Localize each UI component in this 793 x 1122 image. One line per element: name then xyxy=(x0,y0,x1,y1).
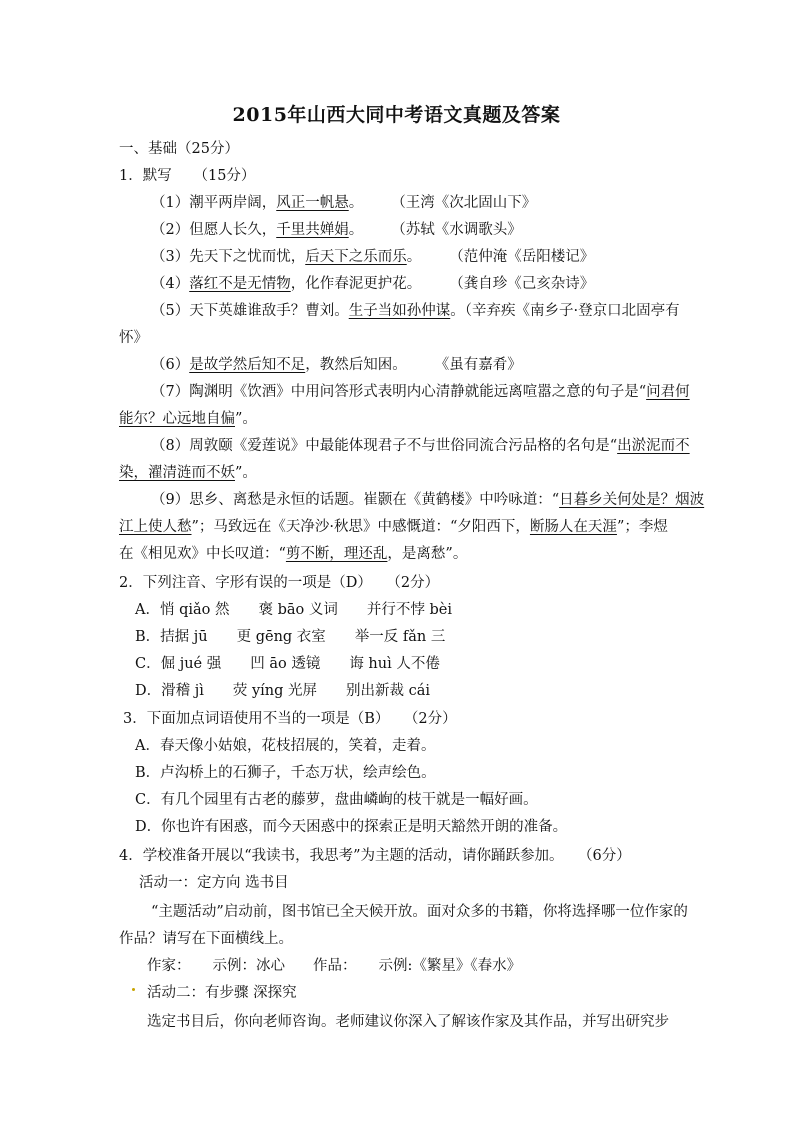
q1-item-1: （1）潮平两岸阔，风正一帆悬。 （王湾《次北固山下》 xyxy=(151,195,537,211)
q4-answer-line: 作家： 示例：冰心 作品： 示例:《繁星》《春水》 xyxy=(147,958,522,974)
q4-paragraph-1: “主题活动”启动前，图书馆已全天候开放。面对众多的书籍，你将选择哪一位作家的 xyxy=(151,904,688,920)
q1-item-7-cont: 能尔？心远地自偏”。 xyxy=(119,411,257,427)
q1-item-8-cont: 染，濯清涟而不妖”。 xyxy=(119,465,257,481)
answer: 日暮乡关何处是？烟波 xyxy=(559,492,705,508)
marker-dot xyxy=(132,988,135,991)
q4-paragraph-1-cont: 作品？请写在下面横线上。 xyxy=(119,931,293,947)
q4-activity-1: 活动一：定方向 选书目 xyxy=(139,875,289,891)
q1-item-6: （6）是故学然后知不足，教然后知困。 《虽有嘉肴》 xyxy=(151,357,522,373)
q2-heading: 2．下列注音、字形有误的一项是（D） （2分） xyxy=(119,575,440,591)
q1-item-9-cont: 江上使人愁”；马致远在《天净沙·秋思》中感慨道：“夕阳西下，断肠人在天涯”；李煜 xyxy=(119,519,668,535)
q1-item-9: （9）思乡、离愁是永恒的话题。崔颢在《黄鹤楼》中吟咏道：“日暮乡关何处是？烟波 xyxy=(151,492,705,508)
q2-option-d: D．滑稽 jì 荧 yíng 光屏 别出新裁 cái xyxy=(135,683,431,699)
answer: 是故学然后知不足 xyxy=(189,357,306,373)
q4-paragraph-2: 选定书目后，你向老师咨询。老师建议你深入了解该作家及其作品，并写出研究步 xyxy=(147,1014,669,1030)
answer: 能尔？心远地自偏 xyxy=(119,411,235,427)
q1-item-4: （4）落红不是无情物，化作春泥更护花。 （龚自珍《己亥杂诗》 xyxy=(151,276,595,292)
q1-item-9-cont2: 在《相见欢》中长叹道：“剪不断，理还乱，是离愁”。 xyxy=(119,546,468,562)
q1-heading: 1．默写 （15分） xyxy=(119,168,256,184)
q4-heading: 4．学校准备开展以“我读书，我思考”为主题的活动，请你踊跃参加。 （6分） xyxy=(119,848,631,864)
q1-item-5-cont: 怀》 xyxy=(119,330,148,346)
page-title: 2015年山西大同中考语文真题及答案 xyxy=(232,104,561,126)
q1-item-3: （3）先天下之忧而忧，后天下之乐而乐。 （范仲淹《岳阳楼记》 xyxy=(151,249,595,265)
answer: 出淤泥而不 xyxy=(617,438,690,454)
answer: 染，濯清涟而不妖 xyxy=(119,465,235,481)
q2-option-c: C．倔 jué 强 凹 āo 透镜 诲 huì 人不倦 xyxy=(135,656,440,672)
answer: 问君何 xyxy=(646,384,690,400)
q1-item-2: （2）但愿人长久，千里共婵娟。 （苏轼《水调歌头》 xyxy=(151,222,522,238)
q2-option-a: A．悄 qiǎo 然 褒 bāo 义词 并行不悖 bèi xyxy=(135,602,452,618)
answer: 落红不是无情物 xyxy=(189,276,291,292)
q3-option-a: A．春天像小姑娘，花枝招展的，笑着，走着。 xyxy=(135,738,436,754)
answer: 断肠人在天涯 xyxy=(529,519,617,535)
q1-item-5: （5）天下英雄谁敌手？曹刘。生子当如孙仲谋。（辛弃疾《南乡子·登京口北固亭有 xyxy=(151,303,680,319)
answer: 生子当如孙仲谋 xyxy=(348,303,451,319)
answer: 剪不断，理还乱 xyxy=(285,546,388,562)
q3-heading: 3．下面加点词语使用不当的一项是（B） （2分） xyxy=(123,711,457,727)
q1-item-7: （7）陶渊明《饮酒》中用问答形式表明内心清静就能远离喧嚣之意的句子是“问君何 xyxy=(151,384,690,400)
q4-activity-2: 活动二：有步骤 深探究 xyxy=(147,985,297,1001)
q3-option-c: C．有几个园里有古老的藤萝，盘曲嶙峋的枝干就是一幅好画。 xyxy=(135,792,538,808)
answer: 风正一帆悬 xyxy=(276,195,349,211)
q2-option-b: B．拮据 jū 更 gēng 衣室 举一反 fǎn 三 xyxy=(135,629,446,645)
answer: 千里共婵娟 xyxy=(276,222,349,238)
section-heading: 一、基础（25分） xyxy=(119,141,239,157)
q3-option-b: B．卢沟桥上的石狮子，千态万状，绘声绘色。 xyxy=(135,765,436,781)
q3-option-d: D．你也许有困惑，而今天困惑中的探索正是明天豁然开朗的准备。 xyxy=(135,819,568,835)
answer: 江上使人愁 xyxy=(119,519,192,535)
q1-item-8: （8）周敦颐《爱莲说》中最能体现君子不与世俗同流合污品格的名句是“出淤泥而不 xyxy=(151,438,690,454)
answer: 后天下之乐而乐 xyxy=(305,249,407,265)
